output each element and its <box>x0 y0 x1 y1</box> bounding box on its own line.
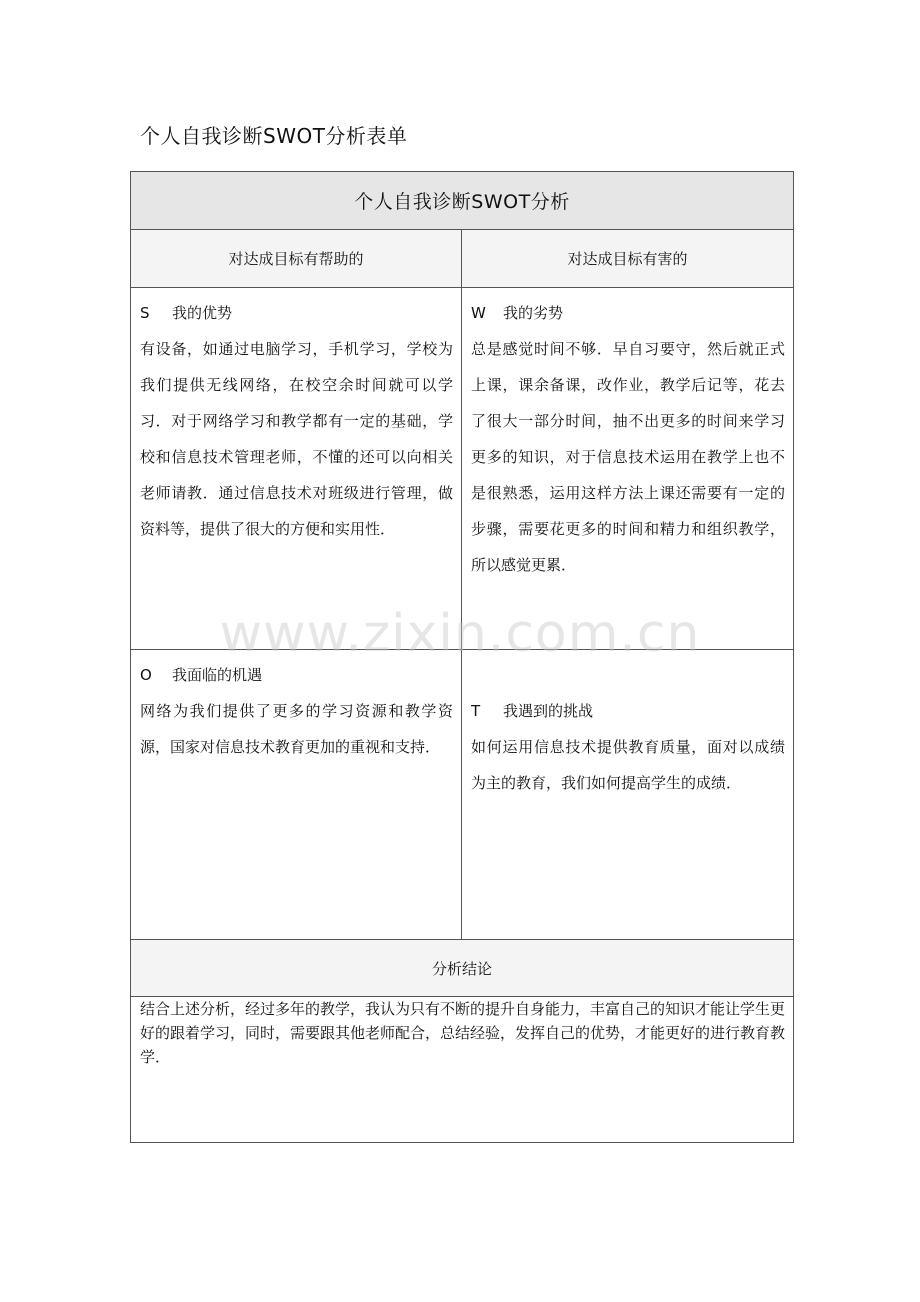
table-header: 个人自我诊断SWOT分析 <box>131 172 793 230</box>
opportunities-title: 我面临的机遇 <box>172 666 263 684</box>
strengths-letter: S <box>140 304 150 322</box>
opportunities-cell <box>131 650 462 939</box>
threats-cell <box>462 650 793 939</box>
opportunities-heading <box>140 657 453 693</box>
weaknesses-text: 总是感觉时间不够．早自习要守，然后就正式上课，课余备课，改作业，教学后记等，花去了很大一部分时间，抽不出更多的时间来学习更多的知识，对于信息技术运用在教学上也不是很熟悉，运用这样方法上课还需要有一定的步骤，需要花更多的时间和精力和组织教学，所以感觉更累． <box>471 340 785 574</box>
opportunities-letter: O <box>140 666 152 684</box>
conclusion-cell <box>131 997 793 1142</box>
watermark: www.zixin.com.cn <box>219 604 701 664</box>
opportunities-text: 网络为我们提供了更多的学习资源和教学资源，国家对信息技术教育更加的重视和支持． <box>140 702 453 756</box>
strengths-text: 有设备，如通过电脑学习，手机学习，学校为我们提供无线网络，在校空余时间就可以学习．对于网络学习和教学都有一定的基础，学校和信息技术管理老师，不懂的还可以向相关老师请教．通过信息技术对班级进行管理，做资料等，提供了很大的方便和实用性． <box>140 340 453 538</box>
threats-text: 如何运用信息技术提供教育质量，面对以成绩为主的教育，我们如何提高学生的成绩． <box>471 738 785 792</box>
opportunities-threats-row <box>131 650 793 940</box>
helpful-column-header: 对达成目标有帮助的 <box>131 230 462 287</box>
document-title: 个人自我诊断SWOT分析表单 <box>140 124 408 148</box>
weaknesses-heading <box>471 295 785 331</box>
conclusion-text: 结合上述分析，经过多年的教学，我认为只有不断的提升自身能力，丰富自己的知识才能让学生更好的跟着学习，同时，需要跟其他老师配合，总结经验，发挥自己的优势，才能更好的进行教育教学． <box>140 1000 786 1066</box>
weaknesses-cell <box>462 288 793 649</box>
column-headers-row <box>131 230 793 288</box>
threats-spacer <box>471 657 785 693</box>
harmful-column-header: 对达成目标有害的 <box>462 230 793 287</box>
strengths-weaknesses-row <box>131 288 793 650</box>
threats-heading <box>471 693 785 729</box>
threats-letter: T <box>471 702 481 720</box>
strengths-cell <box>131 288 462 649</box>
strengths-title: 我的优势 <box>172 304 233 322</box>
conclusion-header: 分析结论 <box>131 940 793 997</box>
swot-table <box>130 171 794 1143</box>
weaknesses-letter: W <box>471 304 486 322</box>
strengths-heading <box>140 295 453 331</box>
threats-title: 我遇到的挑战 <box>503 702 594 720</box>
weaknesses-title: 我的劣势 <box>503 304 564 322</box>
